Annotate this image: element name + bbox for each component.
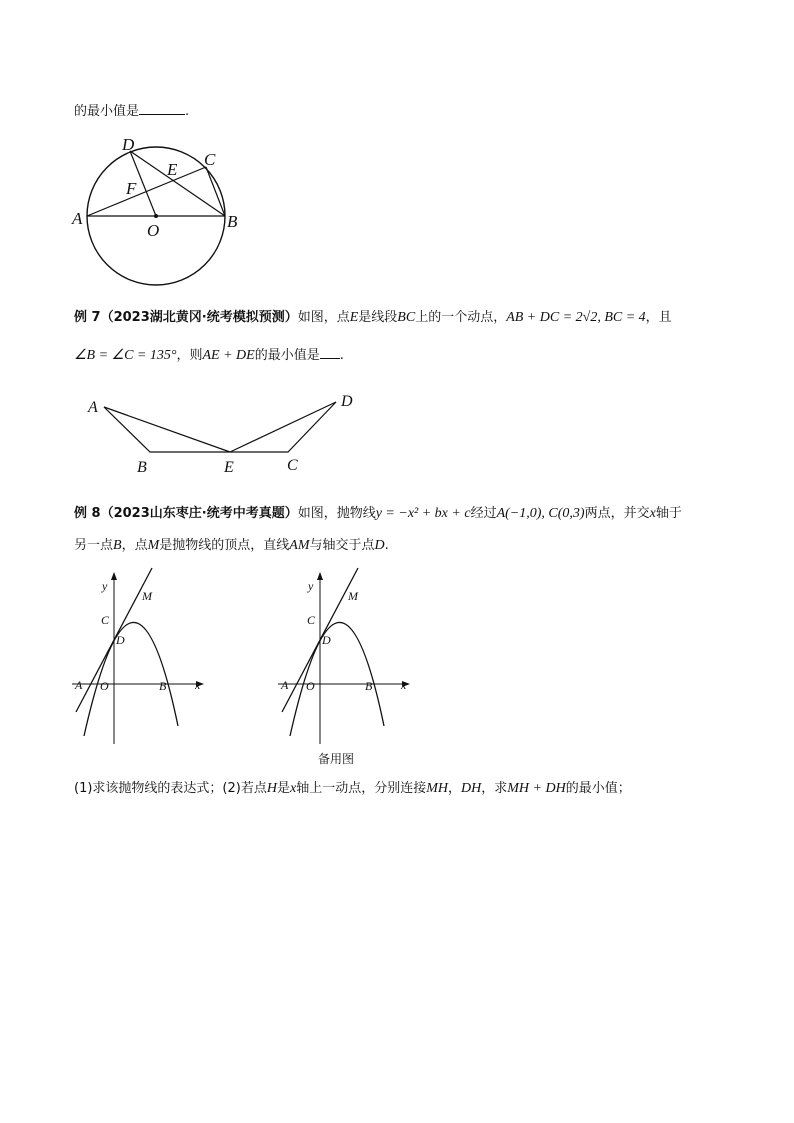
label-o: O xyxy=(147,221,160,240)
segment-de xyxy=(230,402,336,452)
top-text: 的最小值是 xyxy=(74,104,140,119)
question-line: (1)求该抛物线的表达式；(2)若点H是x轴上一动点，分别连接MH，DH，求MH + DH的最小值； xyxy=(74,781,631,796)
y-axis-arrow xyxy=(317,572,323,580)
ex8-line2: 另一点B，点M是抛物线的顶点，直线AM与轴交于点D. xyxy=(74,538,389,553)
svg-text:M: M xyxy=(348,589,358,603)
label-e: E xyxy=(224,459,234,476)
answer-blank xyxy=(320,345,340,359)
circle-figure xyxy=(70,132,250,292)
label-d: D xyxy=(122,135,135,154)
parabola-equation: y = −x² + bx + c xyxy=(375,506,471,521)
svg-text:x: x xyxy=(195,678,201,692)
path-abecd xyxy=(104,402,336,452)
ex7-condition: AB + DC = 2√2, BC = 4 xyxy=(506,310,646,325)
label-b: B xyxy=(137,459,147,476)
svg-text:y: y xyxy=(102,579,108,593)
svg-text:C: C xyxy=(101,613,110,627)
label-c: C xyxy=(287,457,298,474)
ex7-label: 例 7 xyxy=(74,310,101,325)
svg-text:y: y xyxy=(308,579,314,593)
svg-text:B: B xyxy=(159,679,167,693)
parabola-graph-1 xyxy=(68,566,208,746)
label-f: F xyxy=(126,179,137,198)
svg-text:M: M xyxy=(142,589,152,603)
parabola-graph-2 xyxy=(274,566,414,746)
ex8-label: 例 8 xyxy=(74,506,101,521)
quad-figure xyxy=(84,390,374,480)
answer-blank xyxy=(139,101,185,115)
y-axis-arrow xyxy=(111,572,117,580)
svg-text:B: B xyxy=(365,679,373,693)
svg-text:O: O xyxy=(100,679,109,693)
points-text: A(−1,0), C(0,3) xyxy=(496,506,585,521)
label-d: D xyxy=(341,393,353,410)
svg-text:D: D xyxy=(116,633,125,647)
label-a: A xyxy=(88,399,98,416)
label-b: B xyxy=(227,212,238,231)
svg-text:A: A xyxy=(75,678,83,692)
svg-text:C: C xyxy=(307,613,316,627)
label-a: A xyxy=(72,209,83,228)
ex7-line1: 例 7（2023湖北黄冈·统考模拟预测）如图，点E是线段BC上的一个动点，AB + DC = 2√2, BC = 4，且 xyxy=(74,310,672,325)
ex7-angle-condition: ∠B = ∠C = 135° xyxy=(74,348,177,363)
svg-text:D: D xyxy=(322,633,331,647)
center-dot xyxy=(154,214,158,218)
segment-ae xyxy=(104,407,230,452)
label-e: E xyxy=(167,160,178,179)
svg-text:A: A xyxy=(281,678,289,692)
label-c: C xyxy=(204,150,216,169)
ex8-line1: 例 8（2023山东枣庄·统考中考真题）如图，抛物线y = −x² + bx + c经过A(−1,0), C(0,3)两点，并交x轴于 xyxy=(74,506,682,521)
top-line: 的最小值是 . xyxy=(74,101,189,121)
svg-text:O: O xyxy=(306,679,315,693)
svg-text:x: x xyxy=(401,678,407,692)
ex7-line2: ∠B = ∠C = 135°，则AE + DE的最小值是 . xyxy=(74,345,344,365)
chord-cb xyxy=(206,167,225,216)
graph-caption: 备用图 xyxy=(318,752,355,766)
